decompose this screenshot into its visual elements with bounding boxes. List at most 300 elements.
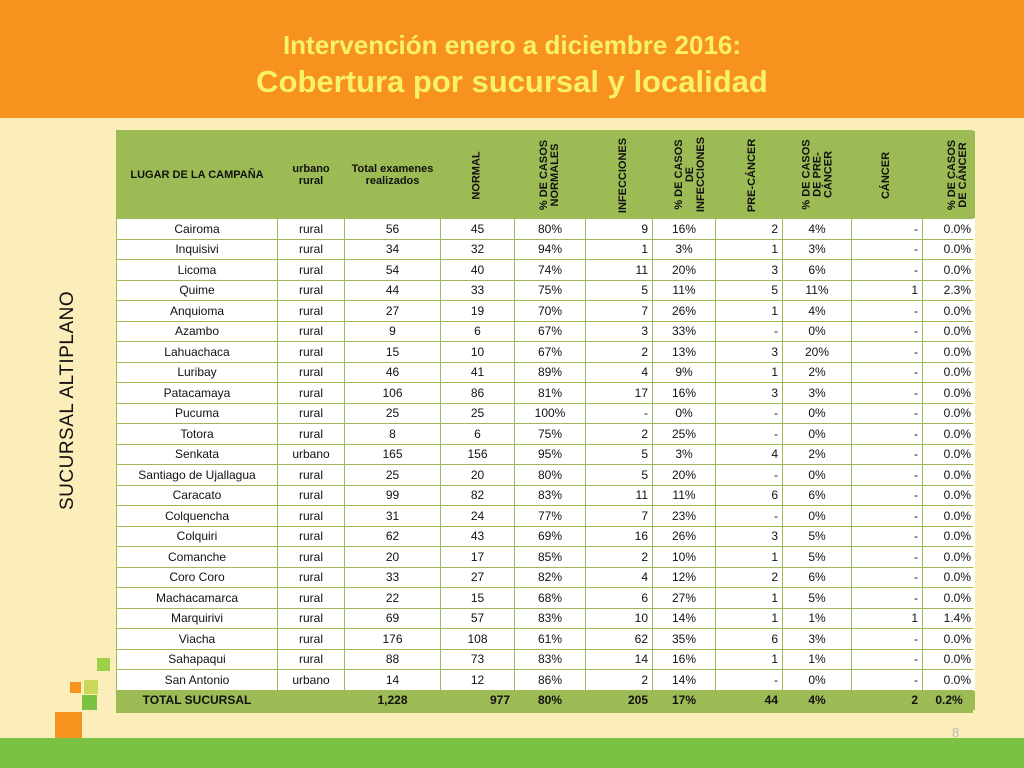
table-cell: 0% [783,424,851,444]
table-cell: 5 [716,281,782,301]
table-cell: 80% [515,219,585,239]
table-cell: rural [278,424,344,444]
table-row [117,547,975,567]
table-cell: Quime [117,281,277,301]
table-cell: 25 [345,465,440,485]
table-cell: 4 [716,445,782,465]
table-cell: 0.0% [923,588,975,608]
table-cell: 0% [783,506,851,526]
table-cell: 14% [653,670,715,690]
table-cell: 16% [653,219,715,239]
table-cell: rural [278,650,344,670]
table-cell: 12% [653,568,715,588]
table-cell: 17 [586,383,652,403]
table-cell: 99 [345,486,440,506]
table-cell: Cairoma [117,219,277,239]
table-cell: 25 [345,404,440,424]
table-row [117,322,975,342]
table-row [117,404,975,424]
table-cell: Santiago de Ujallagua [117,465,277,485]
table-cell: - [852,568,922,588]
table-cell: Anquioma [117,301,277,321]
deco-square [97,658,110,671]
table-cell: 176 [345,629,440,649]
table-cell: - [852,342,922,362]
table-cell: 31 [345,506,440,526]
table-cell: 0.0% [923,445,975,465]
table-cell: 6% [783,260,851,280]
table-cell: 2% [783,445,851,465]
table-cell: rural [278,588,344,608]
table-cell: 0.0% [923,506,975,526]
table-row [117,568,975,588]
table-row [117,650,975,670]
total-cell: 2 [852,691,922,711]
table-row [117,670,975,690]
table-row [117,383,975,403]
table-cell: 62 [586,629,652,649]
table-cell: 100% [515,404,585,424]
table-cell: 75% [515,424,585,444]
table-cell: 13% [653,342,715,362]
table-cell: 20% [653,260,715,280]
table-cell: 0.0% [923,629,975,649]
table-cell: Lahuachaca [117,342,277,362]
table-cell: - [716,424,782,444]
total-cell: 4% [783,691,851,711]
table-cell: 5 [586,465,652,485]
table-row [117,629,975,649]
table-cell: Comanche [117,547,277,567]
table-cell: 5% [783,588,851,608]
table-cell: 4% [783,301,851,321]
table-cell: 0.0% [923,486,975,506]
table-cell: 1 [716,588,782,608]
slide-title-line1: Intervención enero a diciembre 2016: [282,30,742,60]
table-cell: - [852,383,922,403]
table-cell: 46 [345,363,440,383]
table-cell: rural [278,301,344,321]
table-cell: - [852,404,922,424]
table-cell: 0% [653,404,715,424]
table-cell: 1 [852,609,922,629]
deco-square [70,682,81,693]
table-cell: 5% [783,527,851,547]
table-row [117,527,975,547]
table-row [117,486,975,506]
table-cell: 34 [345,240,440,260]
table-cell: 3% [653,240,715,260]
table-cell: 0.0% [923,260,975,280]
table-cell: 81% [515,383,585,403]
table-cell: 3% [783,240,851,260]
table-cell: 67% [515,322,585,342]
table-cell: - [852,322,922,342]
table-cell: 62 [345,527,440,547]
table-cell: rural [278,260,344,280]
table-cell: 9 [345,322,440,342]
col-pct-infecciones: % DE CASOS DE INFECCIONES [653,131,715,218]
table-cell: 10% [653,547,715,567]
table-cell: Totora [117,424,277,444]
col-total: Total examenes realizados [345,131,440,218]
table-cell: rural [278,506,344,526]
table-cell: Senkata [117,445,277,465]
table-cell: urbano [278,670,344,690]
table-cell: rural [278,465,344,485]
table-row [117,588,975,608]
table-cell: 11% [653,281,715,301]
table-cell: 67% [515,342,585,362]
table-cell: - [852,260,922,280]
table-cell: 69% [515,527,585,547]
col-infecciones: INFECCIONES [586,131,652,218]
table-cell: 33% [653,322,715,342]
table-cell: 73 [441,650,514,670]
table-cell: - [716,465,782,485]
table-cell: 1% [783,609,851,629]
table-cell: 15 [441,588,514,608]
table-cell: 82% [515,568,585,588]
table-cell: 0.0% [923,404,975,424]
table-cell: 11 [586,260,652,280]
table-cell: 4 [586,568,652,588]
table-cell: 2.3% [923,281,975,301]
table-cell: - [852,588,922,608]
table-cell: - [716,670,782,690]
table-cell: - [852,465,922,485]
table-cell: 20% [783,342,851,362]
table-cell: 74% [515,260,585,280]
table-cell: 0.0% [923,547,975,567]
table-cell: 16% [653,650,715,670]
table-cell: 0.0% [923,240,975,260]
table-cell: Pucuma [117,404,277,424]
table-cell: 0.0% [923,650,975,670]
table-cell: 6 [441,424,514,444]
table-cell: rural [278,629,344,649]
table-cell: 17 [441,547,514,567]
table-cell: 15 [345,342,440,362]
table-cell: 41 [441,363,514,383]
total-cell: 17% [653,691,715,711]
table-cell: Patacamaya [117,383,277,403]
table-cell: 3% [783,383,851,403]
total-cell: 1,228 [345,691,440,711]
table-cell: 2 [716,219,782,239]
table-cell: Inquisivi [117,240,277,260]
table-cell: 83% [515,650,585,670]
table-cell: Viacha [117,629,277,649]
table-cell: Licoma [117,260,277,280]
total-cell: 44 [716,691,782,711]
table-cell: 61% [515,629,585,649]
table-cell: 27 [441,568,514,588]
table-cell: 0% [783,465,851,485]
total-cell: 205 [586,691,652,711]
table-cell: 86% [515,670,585,690]
table-cell: 83% [515,609,585,629]
table-cell: 0.0% [923,568,975,588]
table-cell: 0.0% [923,424,975,444]
table-cell: Marquirivi [117,609,277,629]
table-cell: 2% [783,363,851,383]
table-cell: 156 [441,445,514,465]
table-cell: 4% [783,219,851,239]
table-cell: 11% [653,486,715,506]
table-cell: rural [278,383,344,403]
table-cell: 3 [716,260,782,280]
table-row [117,342,975,362]
table-cell: 7 [586,506,652,526]
total-cell: TOTAL SUCURSAL [117,691,277,711]
table-cell: - [852,506,922,526]
table-cell: 1 [716,547,782,567]
table-header-row [117,131,975,218]
table-cell: 2 [586,670,652,690]
table-cell: 68% [515,588,585,608]
table-cell: 8 [345,424,440,444]
table-cell: - [716,506,782,526]
table-row [117,445,975,465]
table-cell: 89% [515,363,585,383]
table-cell: 45 [441,219,514,239]
table-cell: 5% [783,547,851,567]
table-cell: 20 [345,547,440,567]
table-cell: 4 [586,363,652,383]
table-cell: 24 [441,506,514,526]
table-cell: 10 [441,342,514,362]
table-cell: 35% [653,629,715,649]
table-cell: - [852,527,922,547]
table-cell: 69 [345,609,440,629]
table-cell: rural [278,609,344,629]
table-cell: 44 [345,281,440,301]
table-cell: 16 [586,527,652,547]
table-cell: rural [278,219,344,239]
table-cell: 1 [852,281,922,301]
table-cell: 82 [441,486,514,506]
table-cell: 20 [441,465,514,485]
table-cell: 33 [345,568,440,588]
table-cell: 83% [515,486,585,506]
table-row [117,260,975,280]
col-cancer: CÁNCER [852,131,922,218]
total-cell [278,691,344,711]
total-cell: 977 [441,691,514,711]
table-cell: 0.0% [923,465,975,485]
table-cell: 10 [586,609,652,629]
table-cell: 7 [586,301,652,321]
table-cell: 108 [441,629,514,649]
table-cell: 11 [586,486,652,506]
table-cell: 0% [783,322,851,342]
table-cell: 40 [441,260,514,280]
table-cell: 14 [586,650,652,670]
table-cell: 3 [716,527,782,547]
table-cell: 19 [441,301,514,321]
table-cell: 1 [586,240,652,260]
table-cell: 0% [783,404,851,424]
table-cell: 70% [515,301,585,321]
table-row [117,424,975,444]
table-cell: 6 [441,322,514,342]
table-cell: 22 [345,588,440,608]
table-cell: Caracato [117,486,277,506]
table-cell: 0.0% [923,670,975,690]
table-cell: - [852,670,922,690]
table-cell: 88 [345,650,440,670]
table-cell: 23% [653,506,715,526]
table-cell: rural [278,404,344,424]
table-cell: - [852,547,922,567]
table-cell: 12 [441,670,514,690]
table-cell: 6 [716,629,782,649]
footer-bar [0,738,1024,768]
table-cell: rural [278,342,344,362]
table-cell: 0.0% [923,342,975,362]
table-cell: 1 [716,240,782,260]
col-precancer: PRE-CÁNCER [716,131,782,218]
table-cell: - [852,424,922,444]
table-cell: 3 [716,342,782,362]
table-cell: rural [278,281,344,301]
table-cell: 16% [653,383,715,403]
table-cell: 20% [653,465,715,485]
table-cell: 5 [586,445,652,465]
total-cell: 0.2% [923,691,975,711]
col-pct-cancer: % DE CASOS DE CÁNCER [923,131,975,218]
table-cell: rural [278,486,344,506]
table-cell: rural [278,322,344,342]
col-lugar: LUGAR DE LA CAMPAÑA [117,131,277,218]
table-cell: rural [278,527,344,547]
table-cell: - [852,240,922,260]
table-cell: 1% [783,650,851,670]
table-cell: 56 [345,219,440,239]
table-cell: - [716,404,782,424]
table-cell: 0.0% [923,219,975,239]
col-normal: NORMAL [441,131,514,218]
table-cell: urbano [278,445,344,465]
table-cell: 27% [653,588,715,608]
table-row [117,506,975,526]
table-cell: 94% [515,240,585,260]
table-cell: San Antonio [117,670,277,690]
table-cell: Luribay [117,363,277,383]
table-cell: 95% [515,445,585,465]
table-row [117,240,975,260]
table-cell: 57 [441,609,514,629]
table-cell: - [586,404,652,424]
slide-title-line2: Cobertura por sucursal y localidad [256,64,768,99]
table-cell: - [852,629,922,649]
table-cell: 3% [783,629,851,649]
page-number: 8 [952,725,960,740]
table-cell: - [852,445,922,465]
table-cell: 1 [716,609,782,629]
table-cell: 75% [515,281,585,301]
table-cell: Colquiri [117,527,277,547]
table-cell: 0.0% [923,363,975,383]
table-cell: rural [278,240,344,260]
table-cell: 2 [716,568,782,588]
table-cell: - [852,486,922,506]
deco-square [55,712,82,739]
table-total-row [117,691,975,711]
table-row [117,609,975,629]
table-cell: 106 [345,383,440,403]
table-cell: 27 [345,301,440,321]
col-tipo: urbano rural [278,131,344,218]
table-cell: 43 [441,527,514,547]
table-cell: 0.0% [923,322,975,342]
table-cell: 25 [441,404,514,424]
table-cell: 1 [716,301,782,321]
table-cell: 54 [345,260,440,280]
table-cell: 0.0% [923,301,975,321]
table-cell: 3 [716,383,782,403]
table-cell: 14% [653,609,715,629]
coverage-table [116,130,976,711]
table-cell: 1.4% [923,609,975,629]
table-row [117,281,975,301]
table-cell: 86 [441,383,514,403]
table-row [117,465,975,485]
table-cell: Colquencha [117,506,277,526]
side-label: SUCURSAL ALTIPLANO [57,290,78,510]
table-cell: 25% [653,424,715,444]
table-cell: 11% [783,281,851,301]
table-cell: 1 [716,650,782,670]
table-cell: 33 [441,281,514,301]
table-cell: 9 [586,219,652,239]
table-cell: 85% [515,547,585,567]
table-row [117,363,975,383]
table-cell: 6 [716,486,782,506]
table-cell: Sahapaqui [117,650,277,670]
table-cell: 1 [716,363,782,383]
col-pct-normales: % DE CASOS NORMALES [515,131,585,218]
table-cell: 5 [586,281,652,301]
table-row [117,301,975,321]
table-cell: 3 [586,322,652,342]
table-row [117,219,975,239]
table-cell: 3% [653,445,715,465]
table-cell: rural [278,568,344,588]
table-cell: - [852,650,922,670]
table-cell: 0.0% [923,527,975,547]
table-cell: 32 [441,240,514,260]
table-cell: 6% [783,568,851,588]
table-cell: Coro Coro [117,568,277,588]
table-cell: 2 [586,424,652,444]
table-cell: - [852,363,922,383]
table-cell: - [852,301,922,321]
table-cell: Azambo [117,322,277,342]
table-cell: 9% [653,363,715,383]
table-cell: 0.0% [923,383,975,403]
table-cell: 6 [586,588,652,608]
table-cell: 26% [653,301,715,321]
table-cell: - [852,219,922,239]
table-cell: 2 [586,547,652,567]
deco-square [82,695,97,710]
table-cell: 165 [345,445,440,465]
deco-square [84,680,98,694]
table-cell: 2 [586,342,652,362]
table-cell: 0% [783,670,851,690]
